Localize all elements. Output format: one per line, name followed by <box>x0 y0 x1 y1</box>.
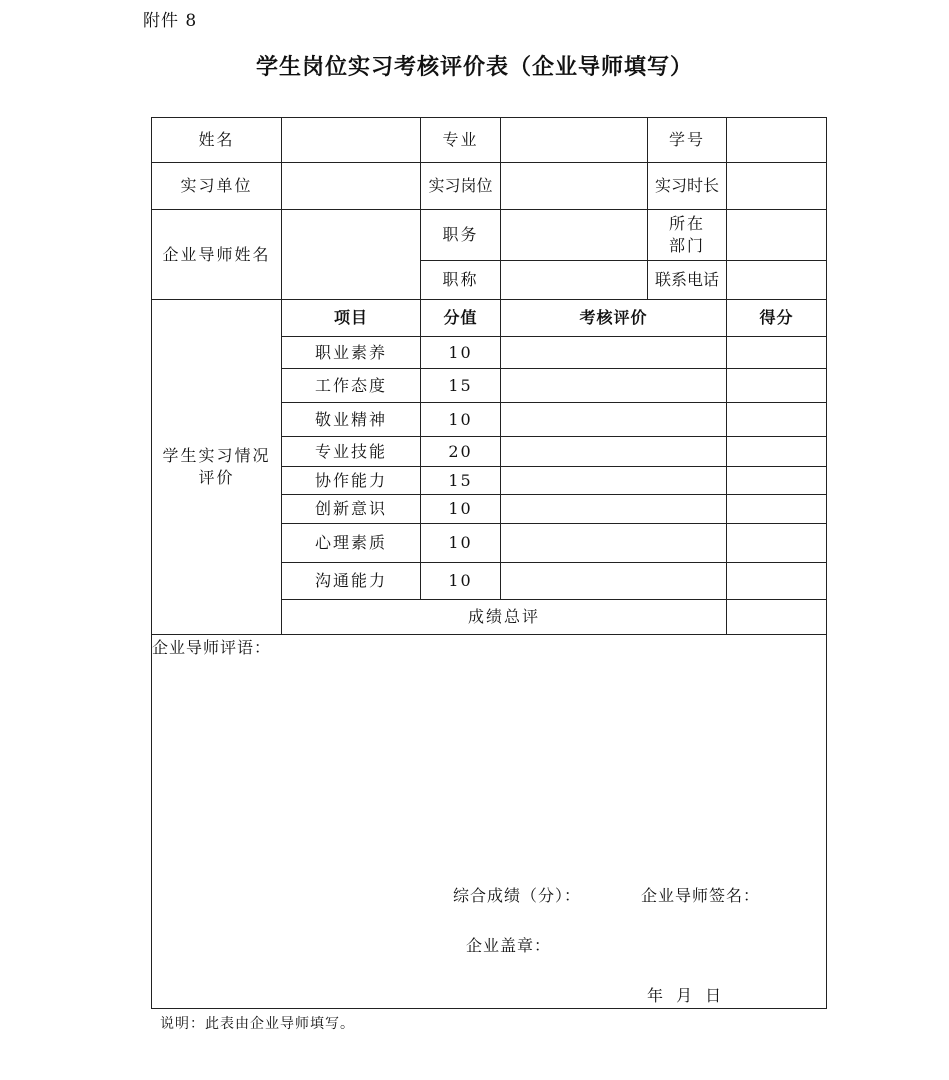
item-result-field[interactable] <box>727 337 827 369</box>
item-name: 工作态度 <box>282 369 421 403</box>
item-name: 沟通能力 <box>282 563 421 600</box>
item-result-field[interactable] <box>727 403 827 437</box>
item-score: 15 <box>421 467 501 495</box>
item-score: 10 <box>421 524 501 563</box>
item-name: 敬业精神 <box>282 403 421 437</box>
duration-label: 实习时长 <box>648 163 727 210</box>
item-name: 心理素质 <box>282 524 421 563</box>
item-assessment-field[interactable] <box>501 337 727 369</box>
item-result-field[interactable] <box>727 524 827 563</box>
item-score: 10 <box>421 495 501 524</box>
item-assessment-field[interactable] <box>501 495 727 524</box>
item-result-field[interactable] <box>727 467 827 495</box>
company-seal-label: 企业盖章： <box>466 936 552 955</box>
total-evaluation-field[interactable] <box>727 600 827 635</box>
item-assessment-field[interactable] <box>501 403 727 437</box>
phone-label: 联系电话 <box>648 261 727 300</box>
item-assessment-field[interactable] <box>501 437 727 467</box>
attachment-number: 附件 8 <box>143 11 198 31</box>
item-assessment-field[interactable] <box>501 467 727 495</box>
item-score: 10 <box>421 403 501 437</box>
item-name: 创新意识 <box>282 495 421 524</box>
duration-field[interactable] <box>727 163 827 210</box>
major-field[interactable] <box>501 118 648 163</box>
item-score: 20 <box>421 437 501 467</box>
position-field[interactable] <box>501 210 648 261</box>
header-item: 项目 <box>282 300 421 337</box>
footnote: 说明：此表由企业导师填写。 <box>160 1016 355 1032</box>
unit-field[interactable] <box>282 163 421 210</box>
position-label: 职务 <box>421 210 501 261</box>
evaluation-section-label: 学生实习情况评价 <box>152 300 282 635</box>
item-result-field[interactable] <box>727 437 827 467</box>
unit-label: 实习单位 <box>152 163 282 210</box>
date-label: 年 月 日 <box>647 986 723 1005</box>
student-id-label: 学号 <box>648 118 727 163</box>
major-label: 专业 <box>421 118 501 163</box>
item-score: 10 <box>421 563 501 600</box>
item-name: 协作能力 <box>282 467 421 495</box>
item-score: 15 <box>421 369 501 403</box>
mentor-name-field[interactable] <box>282 210 421 300</box>
phone-field[interactable] <box>727 261 827 300</box>
item-name: 职业素养 <box>282 337 421 369</box>
total-score-label: 综合成绩（分）： <box>453 886 582 905</box>
total-evaluation-label: 成绩总评 <box>282 600 727 635</box>
header-score: 分值 <box>421 300 501 337</box>
mentor-signature-label: 企业导师签名： <box>641 886 761 905</box>
department-label: 所在部门 <box>648 210 727 261</box>
title-label: 职称 <box>421 261 501 300</box>
mentor-comment-box[interactable] <box>152 635 827 1009</box>
item-assessment-field[interactable] <box>501 369 727 403</box>
department-field[interactable] <box>727 210 827 261</box>
page-title: 学生岗位实习考核评价表（企业导师填写） <box>255 54 693 80</box>
evaluation-form <box>151 117 827 1009</box>
name-field[interactable] <box>282 118 421 163</box>
item-result-field[interactable] <box>727 369 827 403</box>
post-label: 实习岗位 <box>421 163 501 210</box>
name-label: 姓名 <box>152 118 282 163</box>
post-field[interactable] <box>501 163 648 210</box>
item-score: 10 <box>421 337 501 369</box>
item-name: 专业技能 <box>282 437 421 467</box>
header-assessment: 考核评价 <box>501 300 727 337</box>
item-assessment-field[interactable] <box>501 524 727 563</box>
mentor-name-label: 企业导师姓名 <box>152 210 282 300</box>
item-result-field[interactable] <box>727 563 827 600</box>
header-result: 得分 <box>727 300 827 337</box>
mentor-comment-label: 企业导师评语： <box>152 638 272 657</box>
student-id-field[interactable] <box>727 118 827 163</box>
item-result-field[interactable] <box>727 495 827 524</box>
title-field[interactable] <box>501 261 648 300</box>
item-assessment-field[interactable] <box>501 563 727 600</box>
